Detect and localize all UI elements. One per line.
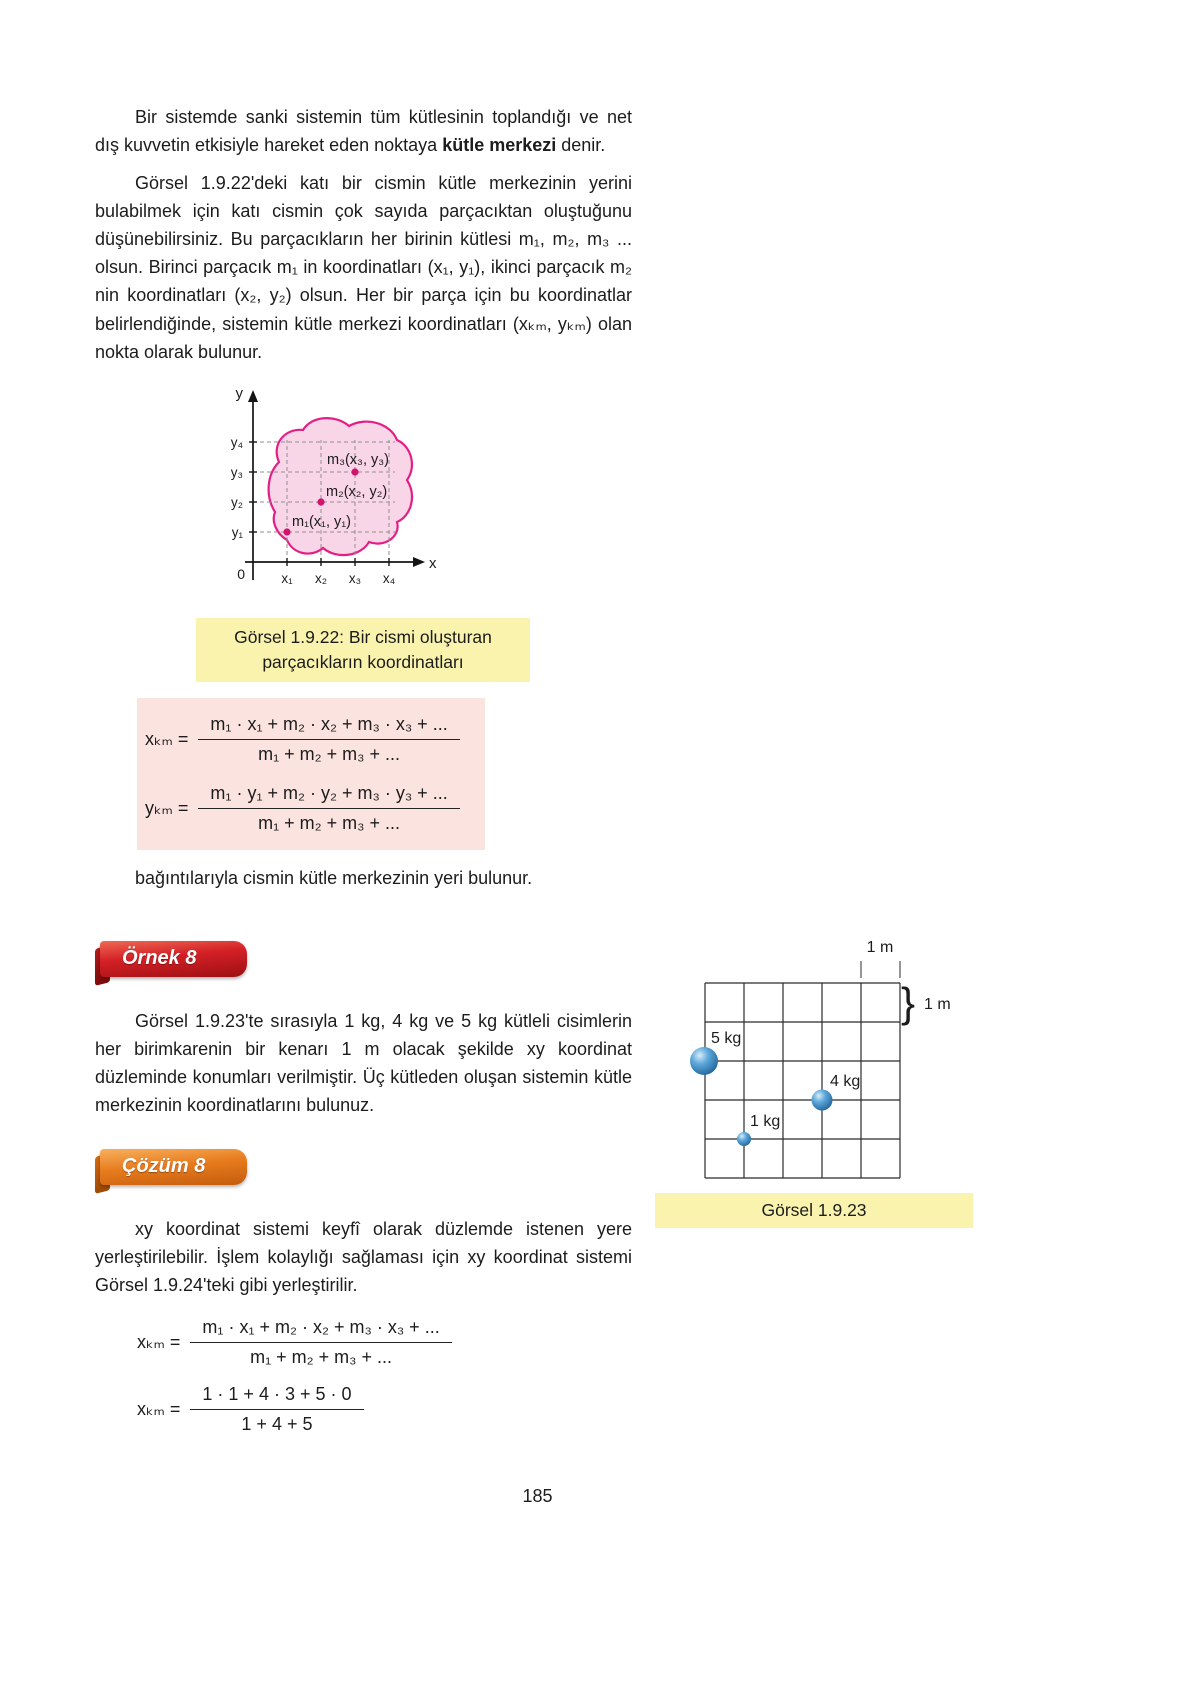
mass-1kg-label: 1 kg: [750, 1113, 781, 1130]
solution-f2-denominator: 1 + 4 + 5: [190, 1409, 363, 1435]
x-tick-label: x₃: [348, 570, 362, 586]
right-brace-icon: }: [901, 979, 916, 1026]
solution-8-text: xy koordinat sistemi keyfî olarak düzlemde istenen yere yerleştirilebilir. İşlem kolaylığı sağlaması için xy koordinat sistemi Görsel 1.9.24'teki gibi yerleştirilir.: [95, 1218, 632, 1295]
y-tick-label: y₂: [231, 494, 243, 510]
y-tick-label: y₃: [230, 464, 243, 480]
ykm-label: yₖₘ =: [145, 798, 189, 819]
x-tick-label: x₄: [382, 570, 396, 586]
intro-p1-text: Bir sistemde sanki sistemin tüm kütlesinin toplandığı ve net dış kuvvetin etkisiyle hareket eden noktaya: [95, 107, 632, 156]
kutle-merkezi-term: kütle merkezi: [442, 135, 557, 156]
y-axis-label: y: [235, 384, 243, 402]
ykm-numerator: m₁ · y₁ + m₂ · y₂ + m₃ · y₃ + ...: [210, 783, 448, 804]
center-of-mass-formula-box: [137, 698, 485, 850]
intro-p1-tail: denir.: [556, 135, 606, 156]
solution-f1-fraction: [190, 1317, 451, 1368]
example-8-ribbon: [95, 941, 247, 981]
xkm-label: xₖₘ =: [145, 729, 189, 750]
top-scale-ticks: [861, 961, 900, 978]
top-scale-label: 1 m: [866, 939, 894, 956]
xkm-formula: [145, 714, 475, 765]
example-8-band: [100, 941, 247, 977]
x-tick-label: x₂: [315, 570, 327, 586]
mass-4kg-ball: [812, 1090, 833, 1111]
example-8-badge-label: Örnek 8: [122, 947, 197, 970]
mass-5kg-ball: [690, 1047, 718, 1075]
solution-f2-label: xₖₘ =: [137, 1399, 181, 1420]
solution-f2-fraction: [190, 1384, 363, 1435]
point-m3: [351, 468, 358, 475]
figure-1923: [650, 936, 980, 1228]
point-m3-label: m₃(x₃, y₃): [327, 451, 390, 468]
solution-f2-numerator: 1 · 1 + 4 · 3 + 5 · 0: [202, 1384, 352, 1405]
point-m1-label: m₁(x₁, y₁): [292, 513, 351, 530]
solution-f1-numerator: m₁ · x₁ + m₂ · x₂ + m₃ · x₃ + ...: [202, 1317, 440, 1338]
ykm-denominator: m₁ + m₂ + m₃ + ...: [198, 808, 459, 834]
solution-8-ribbon: [95, 1149, 247, 1189]
point-m2: [317, 498, 324, 505]
origin-label: 0: [237, 565, 245, 582]
solution-f1-label: xₖₘ =: [137, 1332, 181, 1353]
page-number: 185: [522, 1486, 553, 1506]
xkm-fraction: [198, 714, 459, 765]
solution-8-badge-label: Çözüm 8: [122, 1155, 206, 1178]
intro-paragraph-2: Görsel 1.9.22'deki katı bir cismin kütle merkezinin yerini bulabilmek için katı cismin çok sayıda parçacıktan oluştuğunu düşünebilirsiniz. Bu parçacıkların her birinin kütlesi m₁, m₂, m₃ ... olsun. Birinci parçacık m₁ in koordinatları (x₁, y₁), ikinci parçacık m₂ nin koordinatları (x₂, y₂) olsun. Her bir parça için bu koordinatlar belirlendiğinde, sistemin kütle merkezi koordinatları (xₖₘ, yₖₘ) olan nokta olarak bulunur.: [95, 173, 632, 362]
mass-4kg-label: 4 kg: [830, 1073, 861, 1090]
xkm-numerator: m₁ · x₁ + m₂ · x₂ + m₃ · x₃ + ...: [210, 714, 448, 735]
figure-1922-caption-line1: Görsel 1.9.22: Bir cismi oluşturan: [234, 626, 492, 647]
point-m2-label: m₂(x₂, y₂): [326, 483, 388, 500]
solution-formula-general: [137, 1317, 632, 1368]
figure-1922-caption-line2: parçacıkların koordinatları: [262, 652, 464, 673]
ykm-formula: [145, 783, 475, 834]
y-tick-label: y₁: [231, 524, 243, 540]
formula-closing-line: bağıntılarıyla cismin kütle merkezinin yeri bulunur.: [135, 868, 533, 889]
mass-1kg-ball: [737, 1132, 751, 1146]
solution-8-band: [100, 1149, 247, 1185]
grid-lines: [705, 983, 900, 1178]
y-tick-label: y₄: [230, 434, 243, 450]
mass-5kg-label: 5 kg: [711, 1030, 742, 1047]
figure-1923-caption: Görsel 1.9.23: [655, 1193, 973, 1228]
x-axis-arrow: [413, 557, 425, 567]
main-column: [95, 103, 632, 1435]
figure-1922-plot: [215, 384, 457, 610]
x-axis-label: x: [429, 554, 437, 572]
figure-1922-caption: [196, 618, 530, 683]
x-tick-label: x₁: [281, 570, 293, 586]
solution-formula-numeric: [137, 1384, 632, 1435]
intro-paragraph-1: [95, 103, 632, 159]
example-8-text: Görsel 1.9.23'te sırasıyla 1 kg, 4 kg ve 5 kg kütleli cisimlerin her birimkarenin bir kenarı 1 m olacak şekilde xy koordinat düzleminde konumları verilmiştir. Üç kütleden oluşan sistemin kütle merkezinin koordinatlarını bulunuz.: [95, 1010, 632, 1115]
y-axis-arrow: [248, 390, 258, 402]
solution-f1-denominator: m₁ + m₂ + m₃ + ...: [190, 1342, 451, 1368]
xkm-denominator: m₁ + m₂ + m₃ + ...: [198, 739, 459, 765]
figure-1923-diagram: [650, 936, 980, 1186]
point-m1: [283, 528, 290, 535]
ykm-fraction: [198, 783, 459, 834]
right-scale-label: 1 m: [924, 996, 951, 1013]
